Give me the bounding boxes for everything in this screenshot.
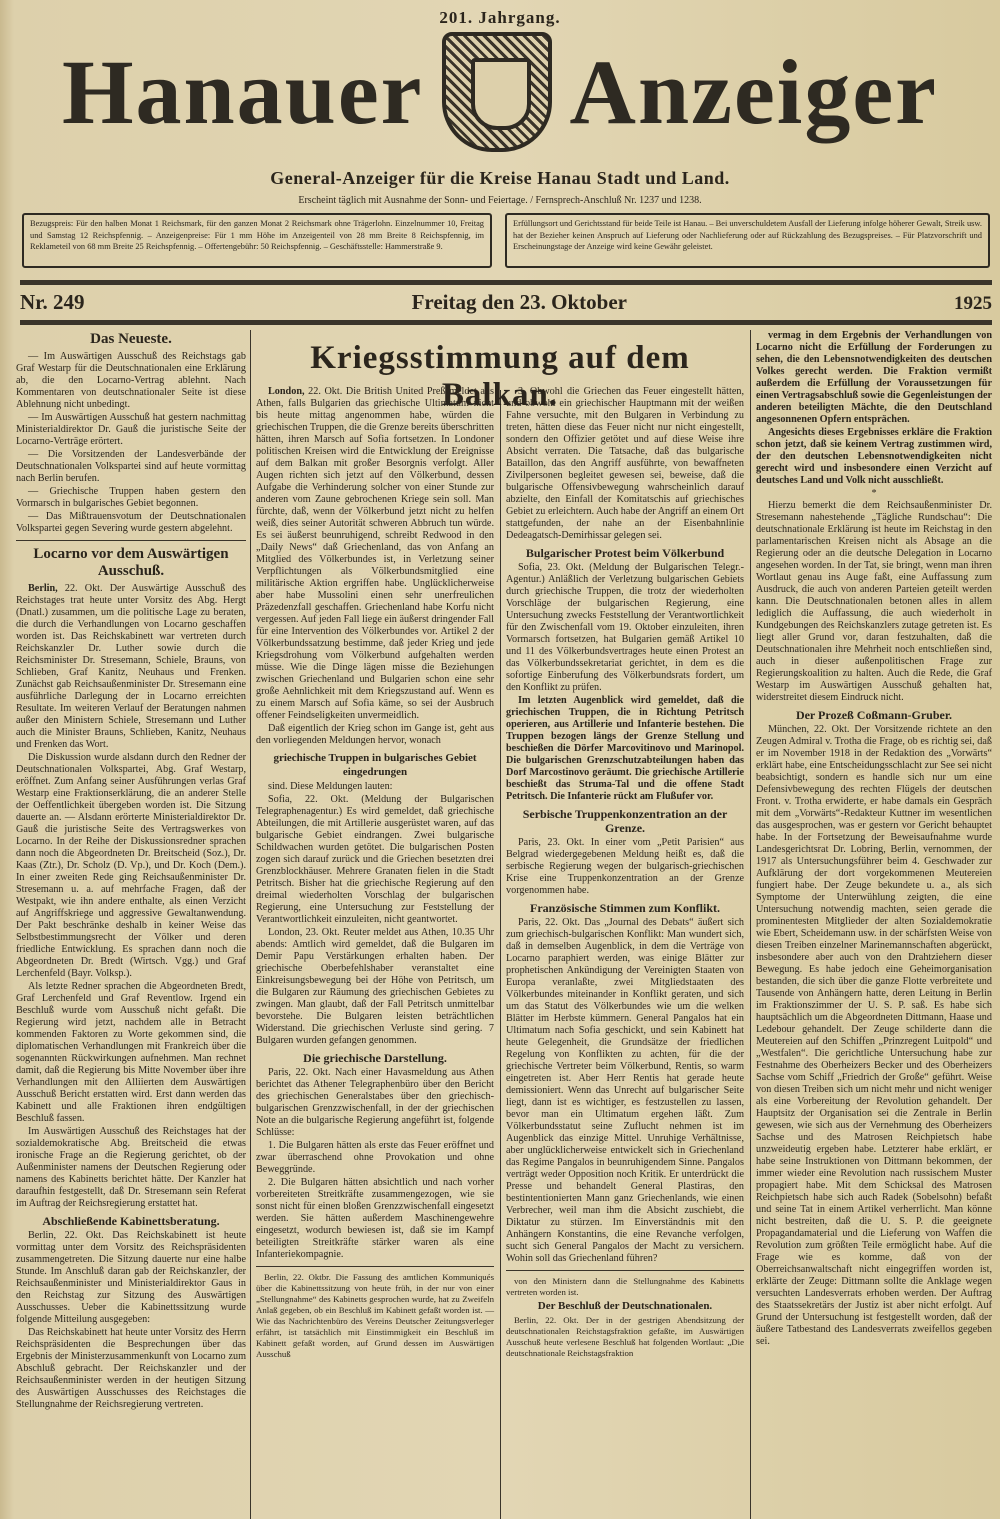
publication-info: Erscheint täglich mit Ausnahme der Sonn- und Feiertage. / Fernsprech-Anschluß Nr. 1237 und 1238. [298, 195, 702, 206]
paragraph-text: 22. Okt. Die British United Preß meldet aus Athen, falls Bulgarien das griechische Ultimatum nicht bis heute mittag angenommen habe, würden die griechischen Truppen, die die Grenze bereits überschritten hätten, ihren Marsch auf Sofia fortsetzen. In Londoner politischen Kreisen wird die Entwicklung der Ereignisse auf dem Balkan mit großer Besorgnis verfolgt. Aller Augen richten sich jetzt auf den Völkerbund, dessen Aufgabe die Verhinderung solcher von einer Stunde zur anderen vom Zaune gebrochenen Kriege sein soll. Man fürchte, daß, wenn der Völkerbund jetzt nicht zu helfen weiß, dies seiner Autorität schweren Abbruch tun würde. Es sei äußerst beunruhigend, schreibt Redwood in den „Daily News“ daß Griechenland, das von Anfang an Mitglied des Völkerbundes ist, in Verletzung seiner Verpflichtungen als Völkerbundsmitglied eine militärische Aktion ergriffen habe. Unglücklicherweise aber habe Mussolini einen sehr unerfreulichen Präzedenzfall geschaffen. Griechenland habe Korfu nicht vergessen. Auf jeden Fall liege ein äußerst dringender Fall für eine Intervention des Völkerbundes vor. Artikel 2 der Völkerbundssatzung bestimme, daß jeder Krieg und jede Kriegsdrohung vom Völkerbund aufgehalten werden müsse. Wie die Dinge lägen misse die Beziehungen zwischen Griechenland und Bulgarien schon eine sehr große Aehnlichkeit mit dem Kriegszustand auf. Wenn es zu einem Marsch auf Sofia käme, so sei der Ausbruch offener Feindseligkeiten unvermeidlich. [256, 386, 494, 721]
news-item: — Die Vorsitzenden der Landesverbände der Deutschnationalen Volkspartei sind auf heute vormittag nach Berlin berufen. [16, 449, 246, 484]
section-title-kabinett: Abschließende Kabinettsberatung. [42, 1214, 220, 1228]
subscription-box: Bezugspreis: Für den halben Monat 1 Reichsmark, für den ganzen Monat 2 Reichsmark ohne Trägerlohn. Einzelnummer 10, Freitag und Samstag 12 Reichspfennig. – Anzeigenpreise: Für 1 mm Höhe im Anzeigenteil von 28 mm Breite 8 Reichspfennig, im Reklameteil von 68 mm Breite 25 Reichspfennig. – Offertengebühr: 50 Reichspfennig. – Geschäftsstelle: Hammerstraße 9. [22, 213, 492, 268]
paragraph-text: 22. Okt. Der Auswärtige Ausschuß des Reichstages trat heute unter Vorsitz des Abg. Hergt (Dnatl.) zusammen, um die politische Lage zu beraten, die durch die Verhandlungen von Locarno geschaffen worden ist. Das Reichskabinett war vertreten durch Reichskanzler Dr. Luther sowie durch die Reichsminister Dr. Stresemann, Schiele, Brauns, von Schlieben, Graf Kanitz, Neuhaus und Frenken. Zunächst gab Reichsaußenminister Dr. Stresemann eine ausführliche Darlegung der in Locarno erreichten Resultate. Im weiteren Verlauf der Beratungen nahmen außer den Ministern Schiele, Stresemann und Luther auch die Minister Brauns, Schlieben, Kanitz, Neuhaus und Frenken das Wort. [16, 583, 246, 750]
article-paragraph: Sofia, 22. Okt. (Meldung der Bulgarischen Telegraphenagentur.) Es wird gemeldet, daß griechische Abteilungen, die mit Artillerie ausgerüstet waren, auf das bulgarische Gebiet eindrangen. Zwei bulgarische Schildwachen wurden getötet. Die bulgarischen Posten zogen sich darauf zurück und die Griechen besetzten drei Grenzblockhäuser. Mehrere Granaten fielen in die Stadt Petritsch. Bisher hat die griechische Regierung auf den dreimal wiederholten Vorschlag der bulgarischen Regierung, eine Untersuchung zur Feststellung der Verantwortlichkeit einzuleiten, nicht geantwortet. [256, 794, 494, 925]
place-name: Berlin, [28, 583, 58, 594]
volume-label: 201. Jahrgang. [439, 8, 561, 27]
column-1 [16, 328, 246, 1412]
section-title-neueste: Das Neueste. [90, 331, 172, 347]
article-paragraph: Hierzu bemerkt die dem Reichsaußenminister Dr. Stresemann nahestehende „Tägliche Rundschau“: Die deutschnationale Erklärung ist heute im Reichstag in den parlamentarischen Kreisen nicht als Absage an die Regierung oder an die deutsche Delegation in Locarno angesehen worden. In der Tat, sie bringt, wenn man ihren Wortlaut genau ins Auge faßt, eine Auffassung zum Ausdruck, die auch von anderen Parteien geteilt werden kann. Die Deutschnationalen betonen alles in allem lediglich die Auffassung, die auch wiederholt in Kundgebungen des Reichskanzlers zutage getreten ist. Es liegt aller Grund vor, daran festzuhalten, daß die Deutschnationalen ihre Mehrheit noch entschließen sind, auch in dieser außenpolitischen Frage zur Regierungskoalition zu halten. Auch die Rede, die Graf Westarp im Auswärtigen Ausschuß gehalten hat, widerstreitet diesem Eindruck nicht. [756, 500, 992, 703]
article-paragraph: Berlin, 22. Okt. Das Reichskabinett ist heute vormittag unter dem Vorsitz des Reichspräsidenten zusammengetreten. Die Sitzung dauerte nur eine halbe Stunde. Im Anschluß daran gab der Reichskanzler, der Reichsaußenminister und Ministerialdirektor Gaus in den Reichstag zur Sitzung des Auswärtigen Ausschusses. Ueber die Kabinettssitzung wurde folgende Mitteilung ausgegeben: [16, 1230, 246, 1325]
column-rule [500, 390, 501, 1519]
title-left: Hanauer [61, 41, 424, 143]
bottom-note-berlin [256, 1272, 494, 1360]
article-paragraph: Das Reichskabinett hat heute unter Vorsitz des Herrn Reichspräsidenten die Besprechungen über das Ergebnis der Ministerzusammenkunft von Locarno zum Abschluß gebracht. Der Reichskanzler und der Reichsaußenminister werden in der heutigen Sitzung des Auswärtigen Ausschusses des Reichstages die Stellungnahme der Reichsregierung vertreten. [16, 1327, 246, 1410]
article-paragraph: Paris, 23. Okt. In einer vom „Petit Parisien“ aus Belgrad wiedergegebenen Meldung heißt es, daß die serbische Regierung wegen der bulgarisch-griechischen Krise eine Truppenkonzentration an der Grenze vorgenommen habe. [506, 837, 744, 896]
article-paragraph: Berlin, 22. Okt. Der in der gestrigen Abendsitzung der deutschnationalen Reichstagsfraktion gefaßte, im Auswärtigen Ausschuß heute verlesene Beschluß hat folgenden Wortlaut: „Die deutschnationale Reichstagsfraktion [506, 1315, 744, 1358]
article-paragraph [256, 386, 494, 722]
highlight-line: griechische Truppen in bulgarisches Gebiet eingedrungen [273, 752, 477, 778]
column-3 [506, 386, 744, 1360]
separator-star: * [871, 488, 877, 499]
article-paragraph: Paris, 22. Okt. Das „Journal des Debats“ äußert sich zum griechisch-bulgarischen Konflikt: Man wundert sich, daß in demselben Augenblick, in dem die Verträge von Locarno paraphiert werden, was einige Blätter zur prophetischen Ankündigung der Vereinigten Staaten von Europa veranlaßte, zwei Mitgliedstaaten des Völkerbundes miteinander in Konflikt geraten, und sich um das Statut des Völkerbundes wie um die welken Blätter im Herbste kümmern. General Pangalos hat ein Ultimatum nach Sofia geschickt, und sein Kabinett hat heute Gelegenheit, die Grundsätze der friedlichen Regelung von Konflikten zu achten, für die der griechische Vertreter beim Völkerbund, Rentis, so warm eingetreten ist. Aber Herr Rentis hat gerade heute demissioniert. Wenn das Unrecht auf bulgarischer Seite liegt, dann ist es wichtiger, es festzustellen zu lassen, bevor man ein Ultimatum ergehen läßt. Zum Völkerbundsstatut seine Zuflucht nehmen ist im Augenblick das einzige Mittel. Unruhige Verhältnisse, aber unglücklicherweise entwickelt sich in Griechenland das Regime Pangalos in beunruhigendem Sinne. Pangalos verträgt weder Opposition noch Kritik. Er unterdrückt die Presse und behandelt General Plastiras, den bestintentionierten Mann ganz Griechenlands, wie einen Verbrecher, weil man ihm die Absicht zuschiebt, die Diktatur zu stürzen. Im Einverständnis mit den Anhängern Konstantins, die eine Revanche verfolgen, sucht sich General Pangalos der Macht zu versichern. Wohin soll das Griechenland führen? [506, 917, 744, 1264]
section-title-franz: Französische Stimmen zum Konflikt. [530, 901, 720, 915]
divider [20, 280, 992, 285]
divider [256, 1266, 494, 1267]
article-paragraph: München, 22. Okt. Der Vorsitzende richtete an den Zeugen Admiral v. Trotha die Frage, ob es richtig sei, daß er im November 1918 in der Redaktion des „Vorwärts“ erklärt habe, eine Entscheidungsschlacht zur See sei nicht beabsichtigt, sondern es handle sich nur um eine Defensivbewegung des rechten Flügels der deutschen Front. v. Trotha erwiderte, er habe damals ein Gespräch mit dem „Vorwärts“-Redakteur Kuttner im wesentlichen das ausgesprochen, was er gestern vor Gericht behauptet habe. In der Fortsetzung der Beweisaufnahme wurde Landesgerichtsrat Dr. Lobring, Berlin, vernommen, der 1917 als Untersuchungsführer beim 4. Geschwader zur Aufklärung der dort vorgekommenen Meutereien fungiert habe. Der Zeuge bekundete u. a., als sich Symptome der Unterwühlung zeigten, die eine Untersuchung notwendig machten, seien gerade die prominentesten Mitglieder der alten Sozialdemokratie wie Ebert, Scheidemann usw. in der schärfsten Weise von diesen Treiben einzelner Marinemannschaften abgerückt, insbesondere aber auch von den Drahtziehern dieser Bewegung. Es habe jedoch eine Geheimorganisation bestanden, die sich über die ganze Flotte verbreitete und Tausende von Anhängern hatte, deren Leitung in Berlin im Fraktionszimmer der U. S. P. saß. Es habe sich hauptsächlich um die Abgeordneten Dittmann, Haase und Ledebour gehandelt. Der Zeuge schilderte dann die Meutereien auf den Schiffen „Prinzregent Luitpold“ und „Westfalen“. Die gerichtliche Untersuchung habe zur Festnahme des Oberheizers Becker und des Oberheizers Sachse vom Schiff „Friedrich der Große“ geführt. Weise von diesen Treiben sich um nicht mehr und nicht weniger als eine Vorbereitung der Revolution gehandelt. Der Hauptsitz der Organisation sei die Zentrale in Berlin gewesen, wie sich aus der Vernehmung des Oberheizers Sachse und des Matrosen Reichpietsch habe unzweideutig ergeben habe. Letzterer habe erklärt, er habe seine Instruktionen von Dittmann bekommen, der immer wieder eine Revolution nach russischem Muster propagiert habe. Mit dem Schicksal des Matrosen Reichpietsch habe sich auch Radek (Sobelsohn) befaßt und seine Tat in einem Artikel verherrlicht. Man könne nicht bestreiten, daß die U. S. P. die geeignete Propagandamaterial und die Lieferung von Waffen die Revolution zum größten Teile ermöglicht habe. Auf die Frage wie es komme, daß von der Oberreichsanwaltschaft nicht eingegriffen worden ist, erklärte der Zeuge: Dittmann sollte die Anklage wegen versuchten Landesverrats erhoben werden. Der Auftrag des Staatssekretärs der Justiz ist aber nicht erfolgt. Auf Grund der Untersuchung ist festgestellt worden, daß der äußere Tatbestand des Landesverrats zweifellos gegeben sei. [756, 724, 992, 1347]
article-paragraph: von den Ministern dann die Stellungnahme des Kabinetts vertreten worden ist. [506, 1276, 744, 1297]
issue-date: Freitag den 23. Oktober [411, 290, 627, 314]
article-paragraph: 3. Obwohl die Griechen das Feuer eingestellt hätten, und obwohl ein griechischer Hauptmann mit der weißen Fahne versuchte, mit den Bulgaren in Verbindung zu treten, hätten diese das Feuer nicht nur nicht eingestellt, sondern den Offizier getötet und auf diese Weise ihre Absicht verraten. Die Tatsache, daß das bulgarische Bataillon, das den Angriff ausführte, von bewaffneten Zivilpersonen begleitet gewesen sei, beweise, daß die bulgarische Offensivbewegung wahrscheinlich darauf abzielte, den Einfall der Komitatschis auf griechisches Gebiet zu erleichtern. Auch habe der Angriff an einem Ort stattgefunden, der nahe an der Eisenbahnlinie Dedeagatsch-Demirhissar gelegen sei. [506, 386, 744, 541]
main-headline: Kriegsstimmung auf dem Balkan. [310, 340, 690, 413]
article-paragraph: 2. Die Bulgaren hätten absichtlich und nach vorher vorbereiteten Streitkräfte zusammengezogen, wie sie sonst nicht für einen bloßen Grenzzwischenfall eingesetzt werden. Sie hätten außerdem Maschinengewehre eingesetzt, wodurch bewiesen ist, daß sie im Kampf beteiligten Streitkräfte stärker waren als eine Infanteriekompagnie. [256, 1177, 494, 1260]
article-paragraph: Die Diskussion wurde alsdann durch den Redner der Deutschnationalen Volkspartei, Abg. Graf Westarp, eröffnet. Zum Anfang seiner Ausführungen verlas Graf Westarp eine Fraktionserklärung, die an anderer Stelle der Oeffentlichkeit übergeben worden ist. Die Sitzung dauerte an. — Alsdann erörterte Ministerialdirektor Dr. Gauß die juristische Seite des Vertragswerkes von Locarno. In der Reihe der Diskussionsredner sprachen dann noch die Abgeordneten Dr. Breitscheid (Soz.), Dr. Kaas (Ztr.), Dr. Scholz (D. Vp.), und Dr. Koch (Dem.). In einer zweiten Rede ging Reichsaußenminister Dr. Stresemann u. a. auf mehrfache Fragen, daß der Westpakt, wie ihn andere enthalte, als einen Verzicht auf Angriffskriege und aggressive Gewaltanwendung. Der Pakt beschränke deshalb in keiner Weise das Selbstbestimmungsrecht der Völker und deren friedliche Entwicklung. Es sprachen dann noch die Abgeordneten Dr. Bredt (Wirtsch. Vgg.) und Graf Lerchenfeld (Bayr. Volksp.). [16, 752, 246, 979]
news-item: — Im Auswärtigen Ausschuß hat gestern nachmittag Ministerialdirektor Dr. Gauß die juristische Seite der Locarno-Verträge erörtert. [16, 412, 246, 447]
section-title-beschluss: Der Beschluß der Deutschnationalen. [537, 1300, 713, 1312]
article-paragraph: sind. Diese Meldungen lauten: [268, 781, 393, 792]
news-item: — Griechische Truppen haben gestern den Vormarsch in bulgarisches Gebiet begonnen. [16, 486, 246, 509]
column-2 [256, 386, 494, 1361]
article-paragraph: Im Auswärtigen Ausschuß des Reichstages hat der sozialdemokratische Abg. Breitscheid die etwas ironische Frage an die Regierung gerichtet, ob der Außenminister namens der Deutschen Regierung oder namens des Kabinetts berichtet hätte. Der Kanzler hat daraufhin festgestellt, daß Dr. Stresemann sein Referat im Auftrag der Reichsregierung erstattet hat. [16, 1126, 246, 1209]
news-item: — Im Auswärtigen Ausschuß des Reichstags gab Graf Westarp für die Deutschnationalen eine Erklärung ab, die den Locarno-Vertrag ablehnt. Nach Kommentaren von deutschnationaler Seite ist diese Ablehnung nicht unbedingt. [16, 351, 246, 410]
title-right: Anzeiger [569, 41, 939, 143]
news-item: — Das Mißtrauensvotum der Deutschnationalen Volkspartei gegen Severing wurde gestern abgelehnt. [16, 511, 246, 534]
issue-year: 1925 [954, 293, 992, 314]
section-title-prozess: Der Prozeß Coßmann-Gruber. [795, 708, 953, 722]
article-paragraph: Sofia, 23. Okt. (Meldung der Bulgarischen Telegr.-Agentur.) Anläßlich der Verletzung bulgarischen Gebiets durch griechische Truppen, die trotz der wiederholten Vorschläge der bulgarischen Regierung, eine Untersuchung zwecks Feststellung der Verantwortlichkeit für den Zwischenfall vom 19. Oktober einzuleiten, ihren Vormarsch fortsetzen, hat Bulgarien gemäß Artikel 10 und 11 des Völkerbundsvertrages heute einen Protest an das Völkerbundssekretariat gerichtet, in dem es die sofortige Einberufung des Völkerbundsrats fordert, um den Konflikt zu prüfen. [506, 562, 744, 693]
divider [20, 320, 992, 325]
section-title-serbisch: Serbische Truppenkonzentration an der Grenze. [522, 807, 728, 835]
section-title-darstellung: Die griechische Darstellung. [303, 1051, 447, 1065]
issue-number: Nr. 249 [20, 290, 85, 314]
coat-of-arms-icon [442, 32, 552, 152]
masthead-title [0, 32, 1000, 152]
column-rule [750, 330, 751, 1519]
column-rule [250, 330, 251, 1519]
divider [16, 540, 246, 541]
article-paragraph: Als letzte Redner sprachen die Abgeordneten Bredt, Graf Lerchenfeld und Graf Reventlow. Irgend ein Beschluß wurde vom Ausschuß nicht gefaßt. Die Regierung wird jetzt, nachdem alle in Betracht kommenden Faktoren zu Worte gekommen sind, die diplomatischen Verhandlungen mit Frankreich über die sogenannten Rückwirkungen aufnehmen. Man rechnet damit, daß die Regierung bis Mitte November über ihre Verhandlungen mit den Alliierten dem Auswärtigen Ausschuß Bericht erstatten wird. Erst dann werden das Kabinett und alle Fraktionen ihren endgültigen Beschluß fassen. [16, 981, 246, 1124]
article-paragraph: Daß eigentlich der Krieg schon im Gange ist, geht aus den vorliegenden Meldungen hervor, wonach [256, 723, 494, 746]
article-paragraph: Angesichts dieses Ergebnisses erkläre die Fraktion schon jetzt, daß sie keinem Vertrag zustimmen wird, der den deutschen Lebensnotwendigkeiten nicht gerecht wird und insbesondere einen Verzicht auf deutsches Land und Volk nicht ausschließt. [756, 427, 992, 486]
legal-box: Erfüllungsort und Gerichtsstand für beide Teile ist Hanau. – Bei unverschuldetem Ausfall der Lieferung infolge höherer Gewalt, Streik usw. hat der Bezieher keinen Anspruch auf Lieferung oder Nachlieferung oder auf Rückzahlung des Bezugspreises. – Für Platzvorschrift und Erscheinungstage der Anzeige wird keine Gewähr geleistet. [505, 213, 990, 268]
section-title-protest: Bulgarischer Protest beim Völkerbund [525, 546, 725, 560]
dateline [20, 290, 992, 315]
bottom-beschluss [506, 1276, 744, 1359]
column-4 [756, 330, 992, 1349]
article-paragraph: London, 23. Okt. Reuter meldet aus Athen, 10.35 Uhr abends: Amtlich wird gemeldet, daß die Bulgaren im Demir Papu Verstärkungen erhalten haben. Der griechische Oberbefehlshaber veranstaltet eine Einkreisungsbewegung bei der Höhe von Petritsch, um die Bulgaren zur Räumung des griechischen Gebietes zu zwingen. Man glaubt, daß der Fall Petritsch unmittelbar bevorstehe. Die Bulgaren leisten beträchtlichen Widerstand. Die griechischen Verluste sind gering. 7 Bulgaren wurden gefangen genommen. [256, 927, 494, 1046]
section-title-locarno: Locarno vor dem Auswärtigen Ausschuß. [33, 546, 229, 579]
article-paragraph [16, 583, 246, 751]
place-name: London, [268, 386, 305, 397]
article-paragraph: 1. Die Bulgaren hätten als erste das Feuer eröffnet und zwar überraschend ohne Provokation und ohne Beweggründe. [256, 1140, 494, 1175]
article-paragraph: vermag in dem Ergebnis der Verhandlungen von Locarno nicht die Erfüllung der Forderungen zu sehen, die den Lebensnotwendigkeiten des deutschen Volkes gerecht werden. Die Fraktion vermißt außerdem die Erfüllung der Voraussetzungen für einen Vertragsabschluß sowie die Gegenleistungen der anderen beteiligten Mächte, die den Deutschland angesonnenen Opfern entsprächen. [756, 330, 992, 425]
article-paragraph: Paris, 22. Okt. Nach einer Havasmeldung aus Athen berichtet das Athener Telegraphenbüro über den Bericht des griechischen Generalstabes über den griechisch-bulgarischen Grenzzwischenfall, in der der griechischen Note an die bulgarische Regierung angeführt ist, folgende Schlüsse: [256, 1067, 494, 1138]
divider [506, 1270, 744, 1271]
masthead-subtitle: General-Anzeiger für die Kreise Hanau Stadt und Land. [270, 168, 730, 188]
article-paragraph: Im letzten Augenblick wird gemeldet, daß die griechischen Truppen, die in Richtung Petritsch operieren, aus Artillerie und Infanterie bestehen. Die Truppen bezogen längs der Grenze Stellung und beschießen die Dörfer Marcovitinovo und Marinopol. Die bulgarischen Grenzschutzabteilungen haben das Dorf Marcostinovo geräumt. Die griechische Artillerie beschießt das Struma-Tal und die offene Stadt Petritsch. Die Infanterie rückt am Flußufer vor. [506, 695, 744, 802]
article-paragraph: Berlin, 22. Oktbr. Die Fassung des amtlichen Kommuniqués über die Kabinettssitzung von heute früh, in der nur von einer „Stellungnahme“ des Kabinetts gesprochen wurde, hat zu Zweifeln Anlaß gegeben, ob ein Beschluß im Kabinett gefaßt worden ist. — Wie das Nachrichtenbüro des Vereins Deutscher Zeitungsverleger erfährt, ist tatsächlich mit Einstimmigkeit ein Beschluß im Kabinett gefaßt worden, auf Grund dessen im Auswärtigen Ausschuß [256, 1272, 494, 1359]
